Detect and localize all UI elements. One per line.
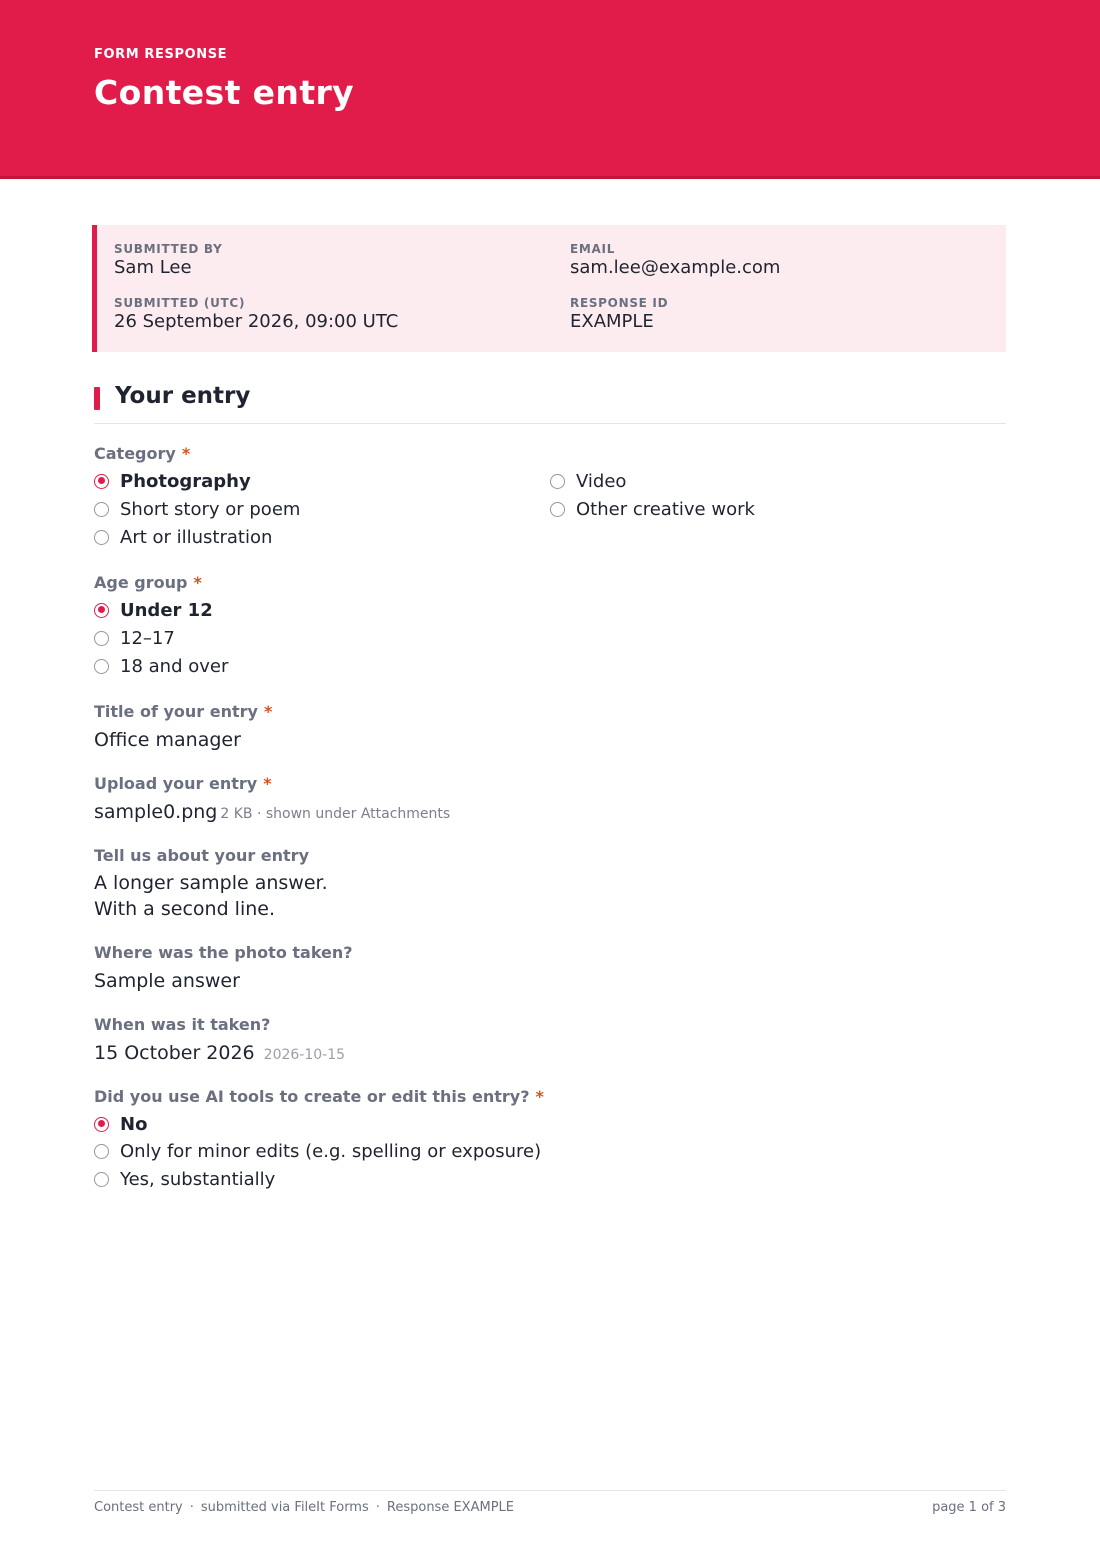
page-footer — [94, 1490, 1006, 1515]
about-label: Tell us about your entry — [94, 846, 309, 865]
when-answer-iso: 2026-10-15 — [263, 1047, 346, 1063]
header-kicker: FORM RESPONSE — [94, 47, 228, 62]
footer-via: submitted via FileIt Forms — [200, 1500, 369, 1515]
when-label: When was it taken? — [94, 1015, 271, 1034]
where-label: Where was the photo taken? — [94, 943, 353, 962]
footer-separator: · — [189, 1500, 194, 1515]
radio-unselected-icon — [94, 659, 109, 674]
ai-tools-label: Did you use AI tools to create or edit this entry? * — [94, 1087, 544, 1106]
upload-label: Upload your entry * — [94, 774, 272, 793]
response-id-label: RESPONSE ID — [570, 296, 669, 310]
footer-response: Response EXAMPLE — [386, 1500, 514, 1515]
category-option-photography: Photography — [94, 468, 251, 494]
section-title: Your entry — [115, 383, 251, 409]
about-answer — [94, 870, 328, 922]
about-answer-line: A longer sample answer. — [94, 872, 328, 894]
when-answer — [94, 1040, 345, 1068]
response-id-value: EXAMPLE — [570, 311, 654, 332]
about-answer-line: With a second line. — [94, 898, 275, 920]
submitted-by-label: SUBMITTED BY — [114, 242, 223, 256]
submitted-utc-value: 26 September 2026, 09:00 UTC — [114, 311, 399, 332]
section-heading — [94, 383, 1006, 424]
email-label: EMAIL — [570, 242, 616, 256]
radio-unselected-icon — [94, 1172, 109, 1187]
age-group-label: Age group * — [94, 573, 202, 592]
submitted-utc — [114, 296, 398, 332]
radio-unselected-icon — [94, 502, 109, 517]
ai-option-substantial: Yes, substantially — [94, 1166, 275, 1192]
email — [570, 242, 780, 278]
category-option-short-story: Short story or poem — [94, 496, 300, 522]
upload-answer — [94, 799, 450, 827]
required-marker: * — [263, 702, 273, 721]
radio-unselected-icon — [550, 474, 565, 489]
footer-form-name: Contest entry — [94, 1500, 183, 1515]
submitted-by-value: Sam Lee — [114, 257, 192, 278]
radio-unselected-icon — [94, 530, 109, 545]
submitted-utc-label: SUBMITTED (UTC) — [114, 296, 246, 310]
email-value: sam.lee@example.com — [570, 257, 781, 278]
section-accent-bar — [94, 387, 100, 410]
when-answer-date: 15 October 2026 — [94, 1042, 255, 1064]
uploaded-file-name[interactable]: sample0.png — [94, 801, 218, 823]
radio-selected-icon — [94, 1117, 109, 1132]
category-label: Category * — [94, 444, 191, 463]
where-answer: Sample answer — [94, 970, 240, 992]
page-title: Contest entry — [94, 73, 355, 112]
submission-meta-panel — [92, 225, 1006, 352]
required-marker: * — [181, 444, 191, 463]
age-option-18-over: 18 and over — [94, 653, 228, 679]
category-option-video: Video — [550, 468, 626, 494]
entry-title-answer: Office manager — [94, 729, 241, 751]
page-number: page 1 of 3 — [932, 1500, 1006, 1515]
radio-unselected-icon — [94, 1144, 109, 1159]
response-id — [570, 296, 668, 332]
radio-selected-icon — [94, 603, 109, 618]
ai-option-no: No — [94, 1111, 147, 1137]
required-marker: * — [193, 573, 202, 592]
age-option-12-17: 12–17 — [94, 625, 175, 651]
radio-unselected-icon — [550, 502, 565, 517]
footer-separator: · — [375, 1500, 380, 1515]
ai-option-minor: Only for minor edits (e.g. spelling or exposure) — [94, 1138, 541, 1164]
required-marker: * — [535, 1087, 544, 1106]
entry-title-label: Title of your entry * — [94, 702, 273, 721]
uploaded-file-note: 2 KB · shown under Attachments — [220, 806, 451, 822]
header-banner — [0, 0, 1100, 179]
age-option-under-12: Under 12 — [94, 597, 213, 623]
required-marker: * — [263, 774, 272, 793]
category-option-other: Other creative work — [550, 496, 755, 522]
category-option-art: Art or illustration — [94, 524, 272, 550]
radio-selected-icon — [94, 474, 109, 489]
submitted-by — [114, 242, 223, 278]
radio-unselected-icon — [94, 631, 109, 646]
